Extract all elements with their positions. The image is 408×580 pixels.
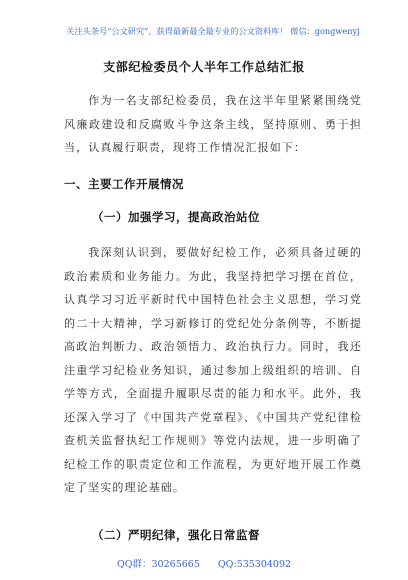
footer-qq-group: QQ群：30265665 [116,559,200,570]
section-heading-1: 一、主要工作开展情况 [64,177,184,191]
footer-contact [0,556,408,570]
header-banner: 关注头条号“公文研究”，获得最新最全最专业的公文资料库！ 微信：gongwenyj [66,26,360,36]
subsection-heading-1: （一）加强学习，提高政治站位 [92,210,260,224]
footer-qq-number: QQ:535304092 [217,559,292,570]
subsection-1-paragraph: 我深刻认识到，要做好纪检工作，必须具备过硬的政治素质和业务能力。为此，我坚持把学习摆在首位，认真学习习近平新时代中国特色社会主义思想，学习党的二十大精神，学习新修订的党纪处分条例等，不断提高政治判断力、政治领悟力、政治执行力。同时，我还注重学习纪检业务知识，通过参加上级组织的培训、自学等方式，全面提升履职尽责的能力和水平。此外，我还深入学习了《中国共产党章程》、《中国共产党纪律检查机关监督执纪工作规则》等党内法规，进一步明确了纪检工作的职责定位和工作流程，为更好地开展工作奠定了坚实的理论基础。 [64,246,362,494]
subsection-heading-2: （二）严明纪律，强化日常监督 [92,528,260,542]
page-title: 支部纪检委员个人半年工作总结汇报 [103,60,305,74]
intro-paragraph: 作为一名支部纪检委员，我在这半年里紧紧围绕党风廉政建设和反腐败斗争这条主线，坚持原则、勇于担当，认真履行职责，现将工作情况汇报如下： [64,94,362,154]
